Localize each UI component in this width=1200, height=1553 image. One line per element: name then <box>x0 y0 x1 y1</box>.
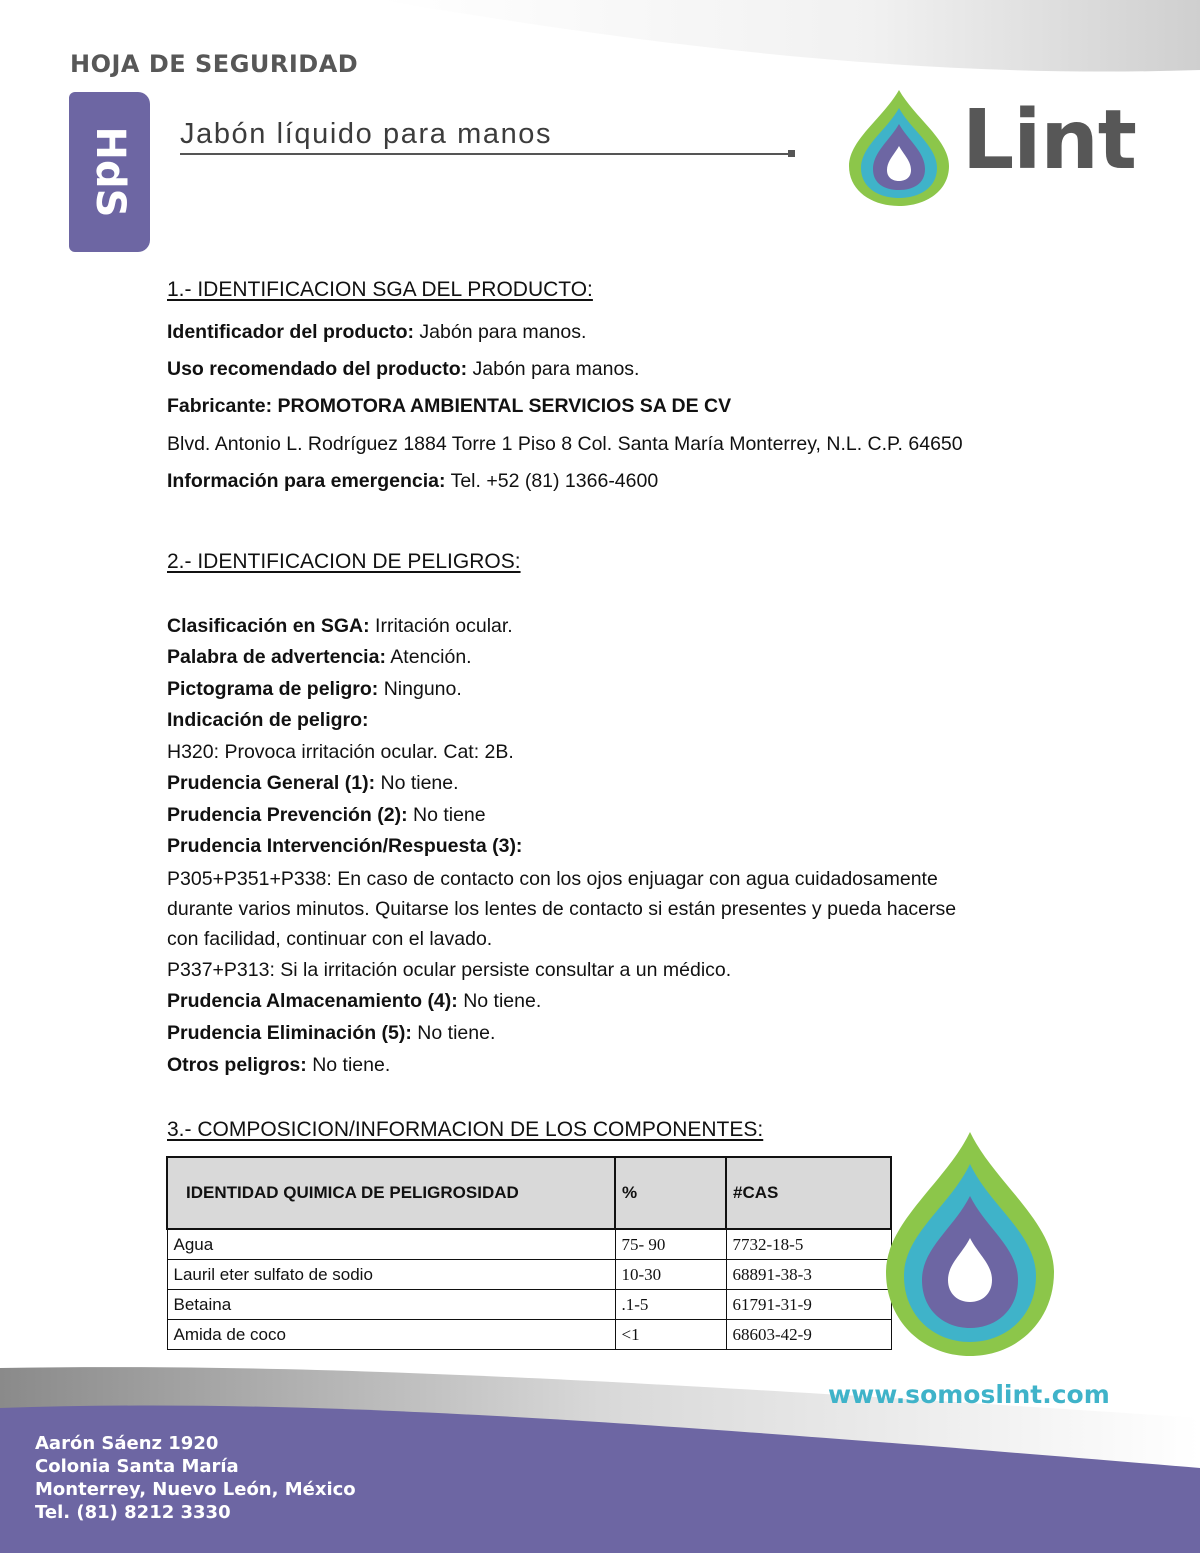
otros-line <box>167 1053 390 1077</box>
table-row <box>167 1260 891 1290</box>
almacenamiento-line <box>167 989 541 1013</box>
palabra-value: Atención. <box>385 646 472 668</box>
table-row <box>167 1290 891 1320</box>
prevencion-value: No tiene <box>407 804 486 826</box>
p337-line: P337+P313: Si la irritación ocular persiste consultar a un médico. <box>167 959 732 981</box>
fabricante-line <box>167 394 731 418</box>
section3-heading: 3.- COMPOSICION/INFORMACION DE LOS COMPONENTES: <box>167 1118 764 1141</box>
eliminacion-value: No tiene. <box>411 1022 496 1044</box>
clasificacion-line <box>167 614 513 638</box>
pictograma-label: Pictograma de peligro: <box>167 678 379 700</box>
table-row <box>167 1320 891 1350</box>
prevencion-line <box>167 803 486 827</box>
lint-drop-logo-icon <box>845 88 953 208</box>
almacenamiento-value: No tiene. <box>457 990 542 1012</box>
p305-line-1: P305+P351+P338: En caso de contacto con los ojos enjuagar con agua cuidadosamente <box>167 868 938 890</box>
general-line <box>167 771 459 795</box>
emergencia-line <box>167 469 658 493</box>
cell-component: Lauril eter sulfato de sodio <box>167 1260 615 1290</box>
table-header-row <box>167 1157 891 1229</box>
otros-value: No tiene. <box>306 1054 391 1076</box>
document-type: HOJA DE SEGURIDAD <box>70 50 359 78</box>
indicacion-line <box>167 708 369 732</box>
clasificacion-value: Irritación ocular. <box>369 615 513 637</box>
hds-tab <box>69 92 150 252</box>
identificador-line <box>167 320 586 344</box>
intervencion-line <box>167 834 522 858</box>
p305-line-2: durante varios minutos. Quitarse los lentes de contacto si están presentes y pueda hacerse <box>167 898 957 920</box>
website-link[interactable]: www.somoslint.com <box>828 1380 1110 1409</box>
general-label: Prudencia General (1): <box>167 772 376 794</box>
cell-percent: 75- 90 <box>615 1229 726 1260</box>
lint-logo-text: Lint <box>962 93 1136 188</box>
indicacion-label: Indicación de peligro: <box>167 709 369 731</box>
cell-percent: .1-5 <box>615 1290 726 1320</box>
prevencion-label: Prudencia Prevención (2): <box>167 804 408 826</box>
cell-component: Betaina <box>167 1290 615 1320</box>
eliminacion-label: Prudencia Eliminación (5): <box>167 1022 412 1044</box>
uso-line <box>167 357 639 381</box>
cell-cas: 68891-38-3 <box>726 1260 891 1290</box>
cell-component: Amida de coco <box>167 1320 615 1350</box>
header-identidad: IDENTIDAD QUIMICA DE PELIGROSIDAD <box>167 1157 615 1229</box>
section1-heading: 1.- IDENTIFICACION SGA DEL PRODUCTO: <box>167 278 593 301</box>
section2-heading: 2.- IDENTIFICACION DE PELIGROS: <box>167 550 521 573</box>
general-value: No tiene. <box>375 772 459 794</box>
emergencia-value: Tel. +52 (81) 1366-4600 <box>445 470 659 492</box>
title-underline <box>180 153 792 155</box>
cell-component: Agua <box>167 1229 615 1260</box>
p305-line-3: con facilidad, continuar con el lavado. <box>167 928 493 950</box>
composition-table <box>166 1156 892 1350</box>
intervencion-label: Prudencia Intervención/Respuesta (3): <box>167 835 523 857</box>
cell-percent: <1 <box>615 1320 726 1350</box>
h320-line: H320: Provoca irritación ocular. Cat: 2B. <box>167 741 514 763</box>
header-percent: % <box>615 1157 726 1229</box>
address-phone: Tel. (81) 8212 3330 <box>35 1502 231 1523</box>
uso-value: Jabón para manos. <box>467 358 640 380</box>
identificador-label: Identificador del producto: <box>167 321 414 343</box>
clasificacion-label: Clasificación en SGA: <box>167 615 370 637</box>
table-row <box>167 1229 891 1260</box>
pictograma-line <box>167 677 462 701</box>
lint-drop-watermark-icon <box>884 1130 1056 1358</box>
cell-percent: 10-30 <box>615 1260 726 1290</box>
header-cas: #CAS <box>726 1157 891 1229</box>
product-title: Jabón líquido para manos <box>180 118 553 150</box>
emergencia-label: Información para emergencia: <box>167 470 446 492</box>
almacenamiento-label: Prudencia Almacenamiento (4): <box>167 990 458 1012</box>
eliminacion-line <box>167 1021 495 1045</box>
hds-tab-label: HdS <box>86 126 133 218</box>
cell-cas: 7732-18-5 <box>726 1229 891 1260</box>
uso-label: Uso recomendado del producto: <box>167 358 468 380</box>
palabra-label: Palabra de advertencia: <box>167 646 386 668</box>
palabra-line <box>167 645 472 669</box>
fabricante-label: Fabricante: PROMOTORA AMBIENTAL SERVICIOS SA DE CV <box>167 395 732 417</box>
cell-cas: 68603-42-9 <box>726 1320 891 1350</box>
cell-cas: 61791-31-9 <box>726 1290 891 1320</box>
address-line-1: Aarón Sáenz 1920 <box>35 1433 219 1454</box>
pictograma-value: Ninguno. <box>378 678 462 700</box>
title-underline-end <box>788 150 795 157</box>
address-line-3: Monterrey, Nuevo León, México <box>35 1479 356 1500</box>
direccion-line: Blvd. Antonio L. Rodríguez 1884 Torre 1 Piso 8 Col. Santa María Monterrey, N.L. C.P. 64650 <box>167 433 963 455</box>
identificador-value: Jabón para manos. <box>414 321 587 343</box>
address-line-2: Colonia Santa María <box>35 1456 239 1477</box>
otros-label: Otros peligros: <box>167 1054 307 1076</box>
